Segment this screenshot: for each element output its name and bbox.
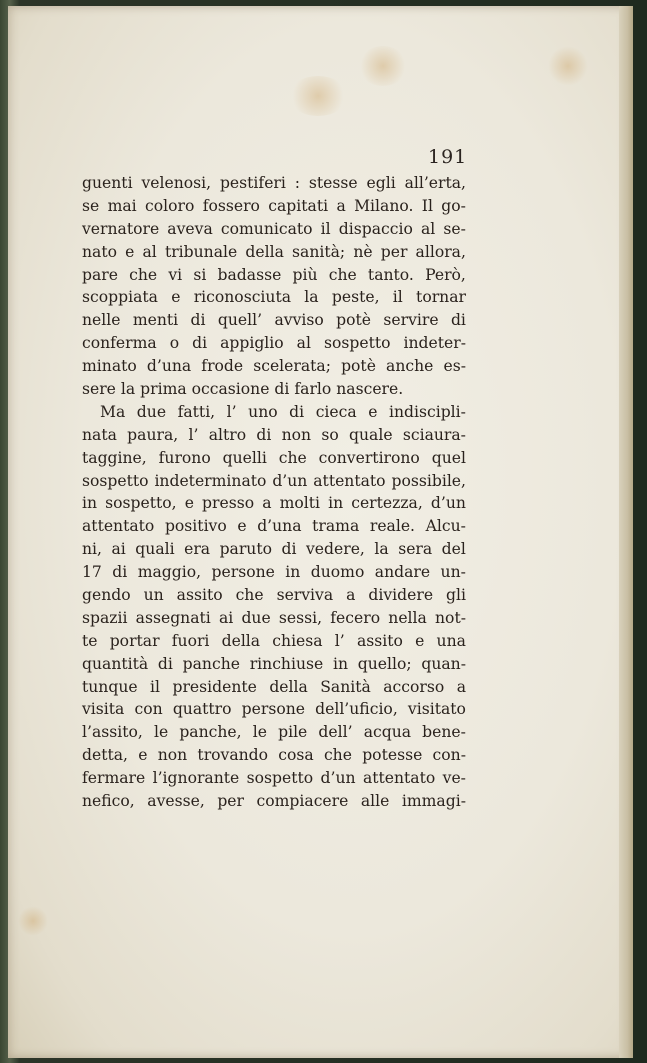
word: trama — [312, 517, 360, 536]
word: guenti — [82, 174, 133, 192]
word: a — [262, 494, 272, 513]
word: : — [294, 174, 301, 192]
word: possibile, — [391, 471, 466, 490]
page-number: 191 — [428, 146, 468, 168]
word: l’ — [226, 402, 237, 421]
word: es- — [443, 357, 466, 376]
word: una — [436, 631, 466, 650]
word: quel — [431, 448, 466, 467]
word: era — [184, 540, 211, 559]
word: gli — [446, 586, 466, 605]
word: tanto. — [367, 265, 414, 284]
word: dividere — [368, 586, 434, 605]
text-line — [82, 264, 466, 287]
page-edge — [619, 6, 633, 1058]
word: in — [285, 563, 301, 582]
word: ve- — [442, 769, 466, 788]
word: quattro — [172, 700, 232, 719]
word: dell’ — [318, 723, 353, 742]
word: quan- — [421, 654, 466, 673]
word: sciaura- — [402, 425, 466, 444]
word: nefico, — [82, 792, 135, 811]
word: panche, — [179, 723, 242, 742]
word: stesse — [308, 174, 358, 192]
word: nella — [388, 608, 427, 627]
word: avviso — [274, 311, 324, 330]
word: se- — [443, 219, 466, 238]
word: dispaccio — [338, 219, 413, 238]
word: Il — [421, 196, 433, 215]
word: positivo — [164, 517, 227, 536]
word: un — [143, 586, 164, 605]
word: alle — [360, 792, 390, 811]
word: ni, — [82, 540, 102, 559]
word: serviva — [276, 586, 334, 605]
text-line — [82, 676, 466, 699]
word: pare — [82, 265, 118, 284]
text-line — [82, 447, 466, 470]
word: e — [368, 402, 378, 421]
word: le — [153, 723, 169, 742]
word: allora, — [415, 242, 466, 261]
word: nelle — [82, 311, 121, 330]
word: in — [328, 494, 344, 513]
word: spazii — [82, 608, 128, 627]
word: al — [421, 219, 436, 238]
word: ai — [111, 540, 126, 559]
word: scelerata; — [253, 357, 331, 376]
word: il — [150, 677, 161, 696]
word: e — [125, 242, 135, 261]
word: compiacere — [256, 792, 349, 811]
word: gendo — [82, 586, 131, 605]
word: della — [269, 677, 308, 696]
word: te — [82, 631, 98, 650]
word: con- — [432, 746, 466, 765]
word: panche — [182, 654, 240, 673]
word: indiscipli- — [388, 402, 466, 421]
word: acqua — [363, 723, 412, 742]
word: attentato — [82, 517, 155, 536]
word: pile — [278, 723, 308, 742]
word: nè — [353, 242, 373, 261]
word: e — [237, 517, 247, 536]
word: l’ignorante — [152, 769, 240, 788]
word: Milano. — [354, 196, 414, 215]
word: altro — [208, 425, 247, 444]
word: più — [292, 265, 318, 284]
text-line — [82, 744, 466, 767]
word: a — [346, 586, 356, 605]
word: Ma — [100, 402, 126, 421]
word: l’assito, — [82, 723, 143, 742]
word: nascere. — [336, 380, 404, 399]
word: portar — [109, 631, 160, 650]
word: paruto — [219, 540, 273, 559]
word: prima — [140, 380, 187, 399]
word: fermare — [82, 769, 146, 788]
word: sospetto — [82, 471, 149, 490]
word: due — [136, 402, 167, 421]
word: minato — [82, 357, 137, 376]
word: fatti, — [177, 402, 216, 421]
word: a — [456, 677, 466, 696]
word: all’erta, — [404, 174, 466, 192]
word: tornar — [416, 288, 466, 307]
word: farlo — [294, 380, 332, 399]
word: due — [241, 608, 271, 627]
word: assito — [356, 631, 403, 650]
word: go- — [441, 196, 466, 215]
word: quelli — [222, 448, 267, 467]
word: Sanità — [320, 677, 371, 696]
word: si — [193, 265, 207, 284]
word: Però, — [425, 265, 466, 284]
page-text — [82, 172, 466, 813]
word: indeter- — [403, 334, 466, 353]
word: reale. — [369, 517, 416, 536]
word: d’un — [320, 769, 356, 788]
word: fossero — [202, 196, 260, 215]
text-line — [82, 790, 466, 813]
word: d’un — [272, 471, 308, 490]
word: di — [157, 654, 173, 673]
word: badasse — [217, 265, 282, 284]
word: immagi- — [401, 792, 466, 811]
word: di — [289, 402, 305, 421]
word: sospetto — [323, 334, 391, 353]
word: e — [171, 288, 181, 307]
word: quali — [135, 540, 175, 559]
text-line — [82, 538, 466, 561]
text-line — [82, 332, 466, 355]
paper-stain — [18, 906, 48, 936]
word: dell’uficio, — [315, 700, 398, 719]
word: del — [441, 540, 466, 559]
word: capitati — [268, 196, 329, 215]
word: per — [380, 242, 408, 261]
word: quello; — [357, 654, 412, 673]
word: presidente — [172, 677, 257, 696]
word: che — [278, 448, 307, 467]
text-line — [82, 241, 466, 264]
word: uno — [248, 402, 278, 421]
word: Alcu- — [425, 517, 466, 536]
text-line — [82, 378, 466, 401]
word: e — [138, 746, 148, 765]
word: d’un — [430, 494, 466, 513]
word: d’una — [257, 517, 302, 536]
word: di — [190, 311, 206, 330]
word: il — [320, 219, 331, 238]
word: in — [82, 494, 98, 513]
word: di — [450, 311, 466, 330]
word: in — [332, 654, 348, 673]
word: occasione — [191, 380, 270, 399]
paper-stain — [548, 46, 588, 86]
text-line — [82, 424, 466, 447]
word: la — [374, 540, 389, 559]
word: appiglio — [220, 334, 284, 353]
word: andare — [374, 563, 431, 582]
word: not- — [435, 608, 466, 627]
word: conferma — [82, 334, 157, 353]
text-line — [82, 561, 466, 584]
word: vedere, — [306, 540, 365, 559]
word: ai — [218, 608, 234, 627]
text-line — [82, 401, 466, 424]
word: al — [142, 242, 157, 261]
word: se — [82, 196, 100, 215]
word: riconosciuta — [193, 288, 292, 307]
word: so — [321, 425, 339, 444]
word: peste, — [331, 288, 380, 307]
word: che — [129, 265, 158, 284]
word: o — [169, 334, 180, 353]
word: la — [304, 288, 319, 307]
word: nata — [82, 425, 117, 444]
word: fuori — [171, 631, 210, 650]
word: vernatore — [82, 219, 160, 238]
word: menti — [132, 311, 179, 330]
text-line — [82, 630, 466, 653]
text-line — [82, 492, 466, 515]
word: frode — [201, 357, 244, 376]
word: quantità — [82, 654, 149, 673]
word: persone — [241, 700, 305, 719]
word: d’una — [146, 357, 192, 376]
word: tribunale — [164, 242, 238, 261]
word: sere — [82, 380, 116, 399]
word: certezza, — [351, 494, 423, 513]
word: per — [217, 792, 244, 811]
word: di — [112, 563, 128, 582]
word: trovando — [197, 746, 269, 765]
text-line — [82, 698, 466, 721]
text-line — [82, 309, 466, 332]
word: la — [120, 380, 136, 399]
book-page — [8, 6, 633, 1058]
word: sanità; — [292, 242, 346, 261]
word: indeterminato — [154, 471, 267, 490]
word: egli — [366, 174, 396, 192]
text-line — [82, 721, 466, 744]
word: presso — [202, 494, 255, 513]
text-line — [82, 470, 466, 493]
word: cieca — [315, 402, 357, 421]
word: sospetto, — [105, 494, 177, 513]
text-line — [82, 515, 466, 538]
word: rinchiuse — [249, 654, 324, 673]
word: taggine, — [82, 448, 147, 467]
text-line — [82, 195, 466, 218]
word: mai — [107, 196, 137, 215]
text-line — [82, 584, 466, 607]
word: visitato — [407, 700, 466, 719]
word: molti — [279, 494, 320, 513]
paper-stain — [288, 76, 348, 116]
word: l’ — [188, 425, 199, 444]
word: al — [296, 334, 311, 353]
word: duomo — [310, 563, 365, 582]
word: 17 — [82, 563, 102, 582]
word: potè — [341, 357, 376, 376]
text-line — [82, 355, 466, 378]
word: avesse, — [147, 792, 205, 811]
word: di — [281, 540, 297, 559]
word: maggio, — [137, 563, 202, 582]
word: a — [336, 196, 346, 215]
word: bene- — [422, 723, 466, 742]
word: persone — [211, 563, 275, 582]
word: l’ — [334, 631, 345, 650]
paper-stain — [358, 46, 408, 86]
word: che — [328, 265, 357, 284]
word: con — [134, 700, 163, 719]
word: un- — [440, 563, 466, 582]
word: assegnati — [135, 608, 211, 627]
word: quale — [349, 425, 393, 444]
word: di — [274, 380, 290, 399]
word: il — [392, 288, 403, 307]
word: assito — [176, 586, 223, 605]
word: servire — [383, 311, 439, 330]
word: che — [235, 586, 264, 605]
word: e — [184, 494, 194, 513]
word: le — [252, 723, 267, 742]
word: chiesa — [272, 631, 323, 650]
word: e — [415, 631, 425, 650]
word: potesse — [362, 746, 423, 765]
word: non — [281, 425, 312, 444]
word: che — [323, 746, 352, 765]
word: fecero — [330, 608, 381, 627]
word: attentato — [313, 471, 386, 490]
word: di — [256, 425, 272, 444]
word: della — [245, 242, 284, 261]
word: di — [192, 334, 208, 353]
word: convertirono — [318, 448, 420, 467]
word: anche — [386, 357, 434, 376]
text-line — [82, 172, 466, 195]
word: scoppiata — [82, 288, 158, 307]
text-line — [82, 218, 466, 241]
word: potè — [336, 311, 372, 330]
word: cosa — [278, 746, 314, 765]
word: comunicato — [220, 219, 313, 238]
word: accorso — [383, 677, 445, 696]
word: paura, — [127, 425, 179, 444]
word: velenosi, — [141, 174, 212, 192]
word: visita — [82, 700, 125, 719]
word: della — [221, 631, 261, 650]
word: furono — [158, 448, 211, 467]
text-line — [82, 607, 466, 630]
word: quell’ — [217, 311, 263, 330]
text-line — [82, 767, 466, 790]
text-line — [82, 653, 466, 676]
word: tunque — [82, 677, 138, 696]
word: attentato — [362, 769, 436, 788]
word: pestiferi — [219, 174, 286, 192]
word: nato — [82, 242, 117, 261]
word: detta, — [82, 746, 128, 765]
word: coloro — [145, 196, 195, 215]
word: aveva — [167, 219, 213, 238]
word: sospetto — [246, 769, 314, 788]
word: non — [157, 746, 188, 765]
word: sera — [398, 540, 433, 559]
word: sessi, — [278, 608, 323, 627]
word: vi — [168, 265, 183, 284]
text-line — [82, 286, 466, 309]
